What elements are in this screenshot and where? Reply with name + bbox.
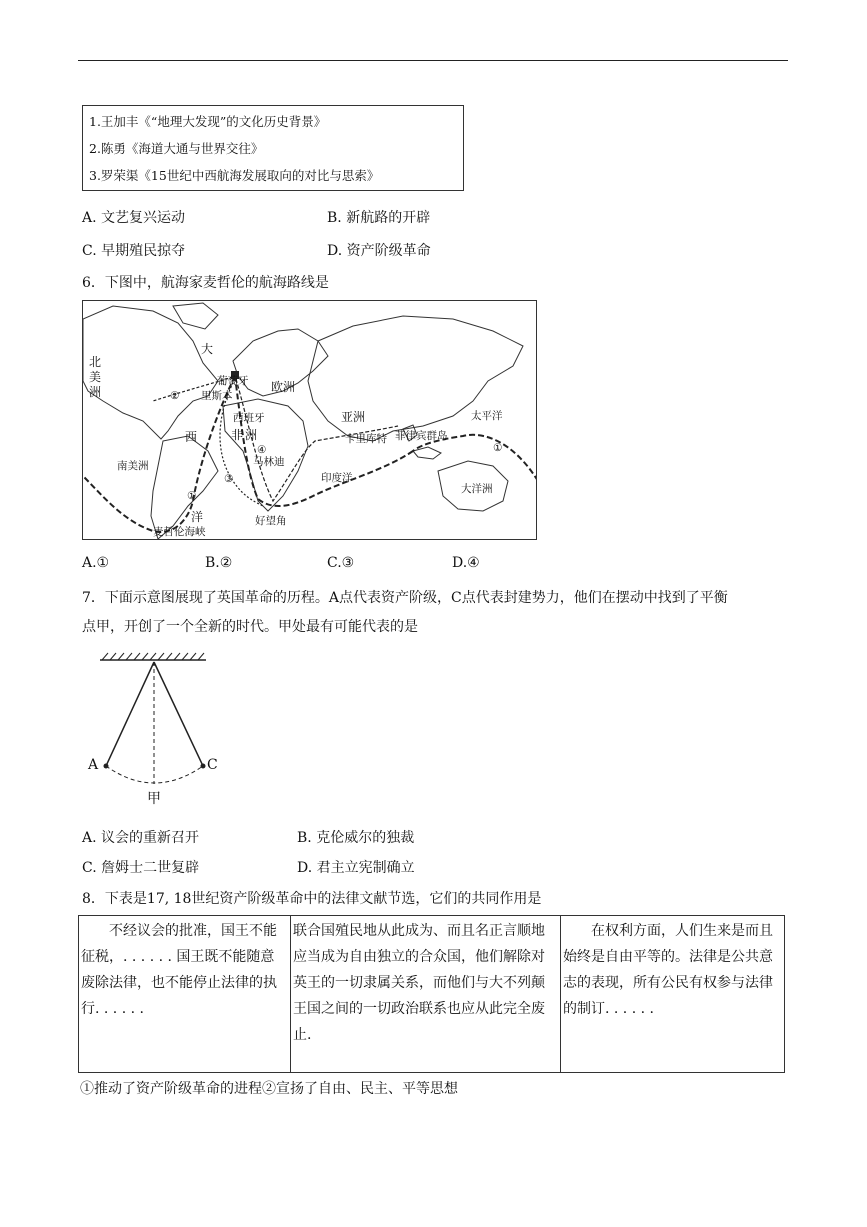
reference-box [82, 105, 464, 191]
map-label: 洲 [245, 428, 258, 442]
table-cell: 不经议会的批准，国王不能征税，. . . . . . 国王既不能随意废除法律，也不能停止法律的执行. . . . . . [79, 916, 291, 1073]
map-label: 马林迪 [253, 456, 285, 468]
route-marker: ① [187, 490, 197, 502]
map-label: 葡萄牙 [217, 375, 249, 387]
q5-option-c: C. 早期殖民掠夺 [82, 243, 186, 259]
map-label: 欧洲 [271, 380, 296, 394]
map-label: 大 [201, 342, 214, 356]
q5-option-d: D. 资产阶级革命 [327, 243, 431, 259]
table-cell: 联合国殖民地从此成为、而且名正言顺地应当成为自由独立的合众国，他们解除对英王的一切隶属关系，而他们与大不列颠王国之间的一切政治联系也应从此完全废止. [291, 916, 561, 1073]
q6-option-a: A.① [82, 555, 110, 571]
map-label: 洋 [191, 510, 204, 524]
q7-option-a: A. 议会的重新召开 [82, 830, 200, 846]
world-route-map [82, 300, 537, 540]
map-label: 洲 [89, 385, 102, 399]
map-drawing [83, 301, 537, 540]
q5-option-a: A. 文艺复兴运动 [82, 210, 186, 226]
route-marker: ① [493, 442, 503, 454]
q8-statements: ①推动了资产阶级革命的进程②宣扬了自由、民主、平等思想 [80, 1081, 458, 1097]
route-marker: ④ [257, 444, 267, 456]
header-rule [78, 60, 788, 61]
map-label: 菲律宾群岛 [395, 430, 448, 442]
q7-option-c: C. 詹姆士二世复辟 [82, 860, 200, 876]
legal-documents-table [78, 915, 785, 1073]
q8-stem: 8．下表是17, 18世纪资产阶级革命中的法律文献节选，它们的共同作用是 [82, 891, 542, 907]
table-cell: 在权利方面，人们生来是而且始终是自由平等的。法律是公共意志的表现，所有公民有权参与法律的制订. . . . . . [561, 916, 785, 1073]
q7-stem: 7．下面示意图展现了英国革命的历程。A点代表资产阶级，C点代表封建势力，他们在摆动中找到了平衡 [82, 590, 728, 606]
map-label: 卡里库特 [345, 433, 387, 445]
point-jia-label: 甲 [147, 791, 161, 807]
map-label: 大洋洲 [461, 483, 493, 495]
map-label: 亚洲 [341, 410, 366, 424]
map-label: 太平洋 [471, 410, 503, 422]
q5-option-b: B. 新航路的开辟 [327, 210, 431, 226]
point-a-label: A [88, 757, 99, 773]
pendulum-drawing [78, 650, 213, 810]
q7-stem-cont: 点甲，开创了一个全新的时代。甲处最有可能代表的是 [82, 619, 418, 635]
q6-option-d: D.④ [452, 555, 480, 571]
map-label: 美 [89, 370, 102, 384]
map-label: 非 [231, 428, 244, 442]
q6-stem: 6．下图中，航海家麦哲伦的航海路线是 [82, 275, 329, 291]
map-label: 里斯本 [201, 390, 233, 402]
q7-option-d: D. 君主立宪制确立 [297, 860, 415, 876]
pendulum-diagram [78, 650, 218, 810]
q6-option-c: C.③ [327, 555, 355, 571]
q6-option-b: B.② [205, 555, 233, 571]
reference-item: 2.陈勇《海道大通与世界交往》 [89, 141, 264, 156]
map-label: 印度洋 [321, 472, 353, 484]
map-label: 南美洲 [117, 460, 149, 472]
route-marker: ③ [224, 473, 234, 485]
map-label: 西班牙 [233, 412, 265, 424]
q7-option-b: B. 克伦威尔的独裁 [297, 830, 415, 846]
map-label: 西 [185, 430, 198, 444]
reference-item: 1.王加丰《“地理大发现”的文化历史背景》 [89, 114, 327, 129]
map-label: 麦哲伦海峡 [153, 526, 206, 538]
point-c-label: C [207, 757, 218, 773]
map-label: 好望角 [255, 515, 287, 527]
reference-item: 3.罗荣渠《15世纪中西航海发展取向的对比与思索》 [89, 168, 380, 183]
map-label: 北 [89, 355, 102, 369]
route-marker: ② [170, 390, 180, 402]
table-row [79, 916, 785, 1073]
